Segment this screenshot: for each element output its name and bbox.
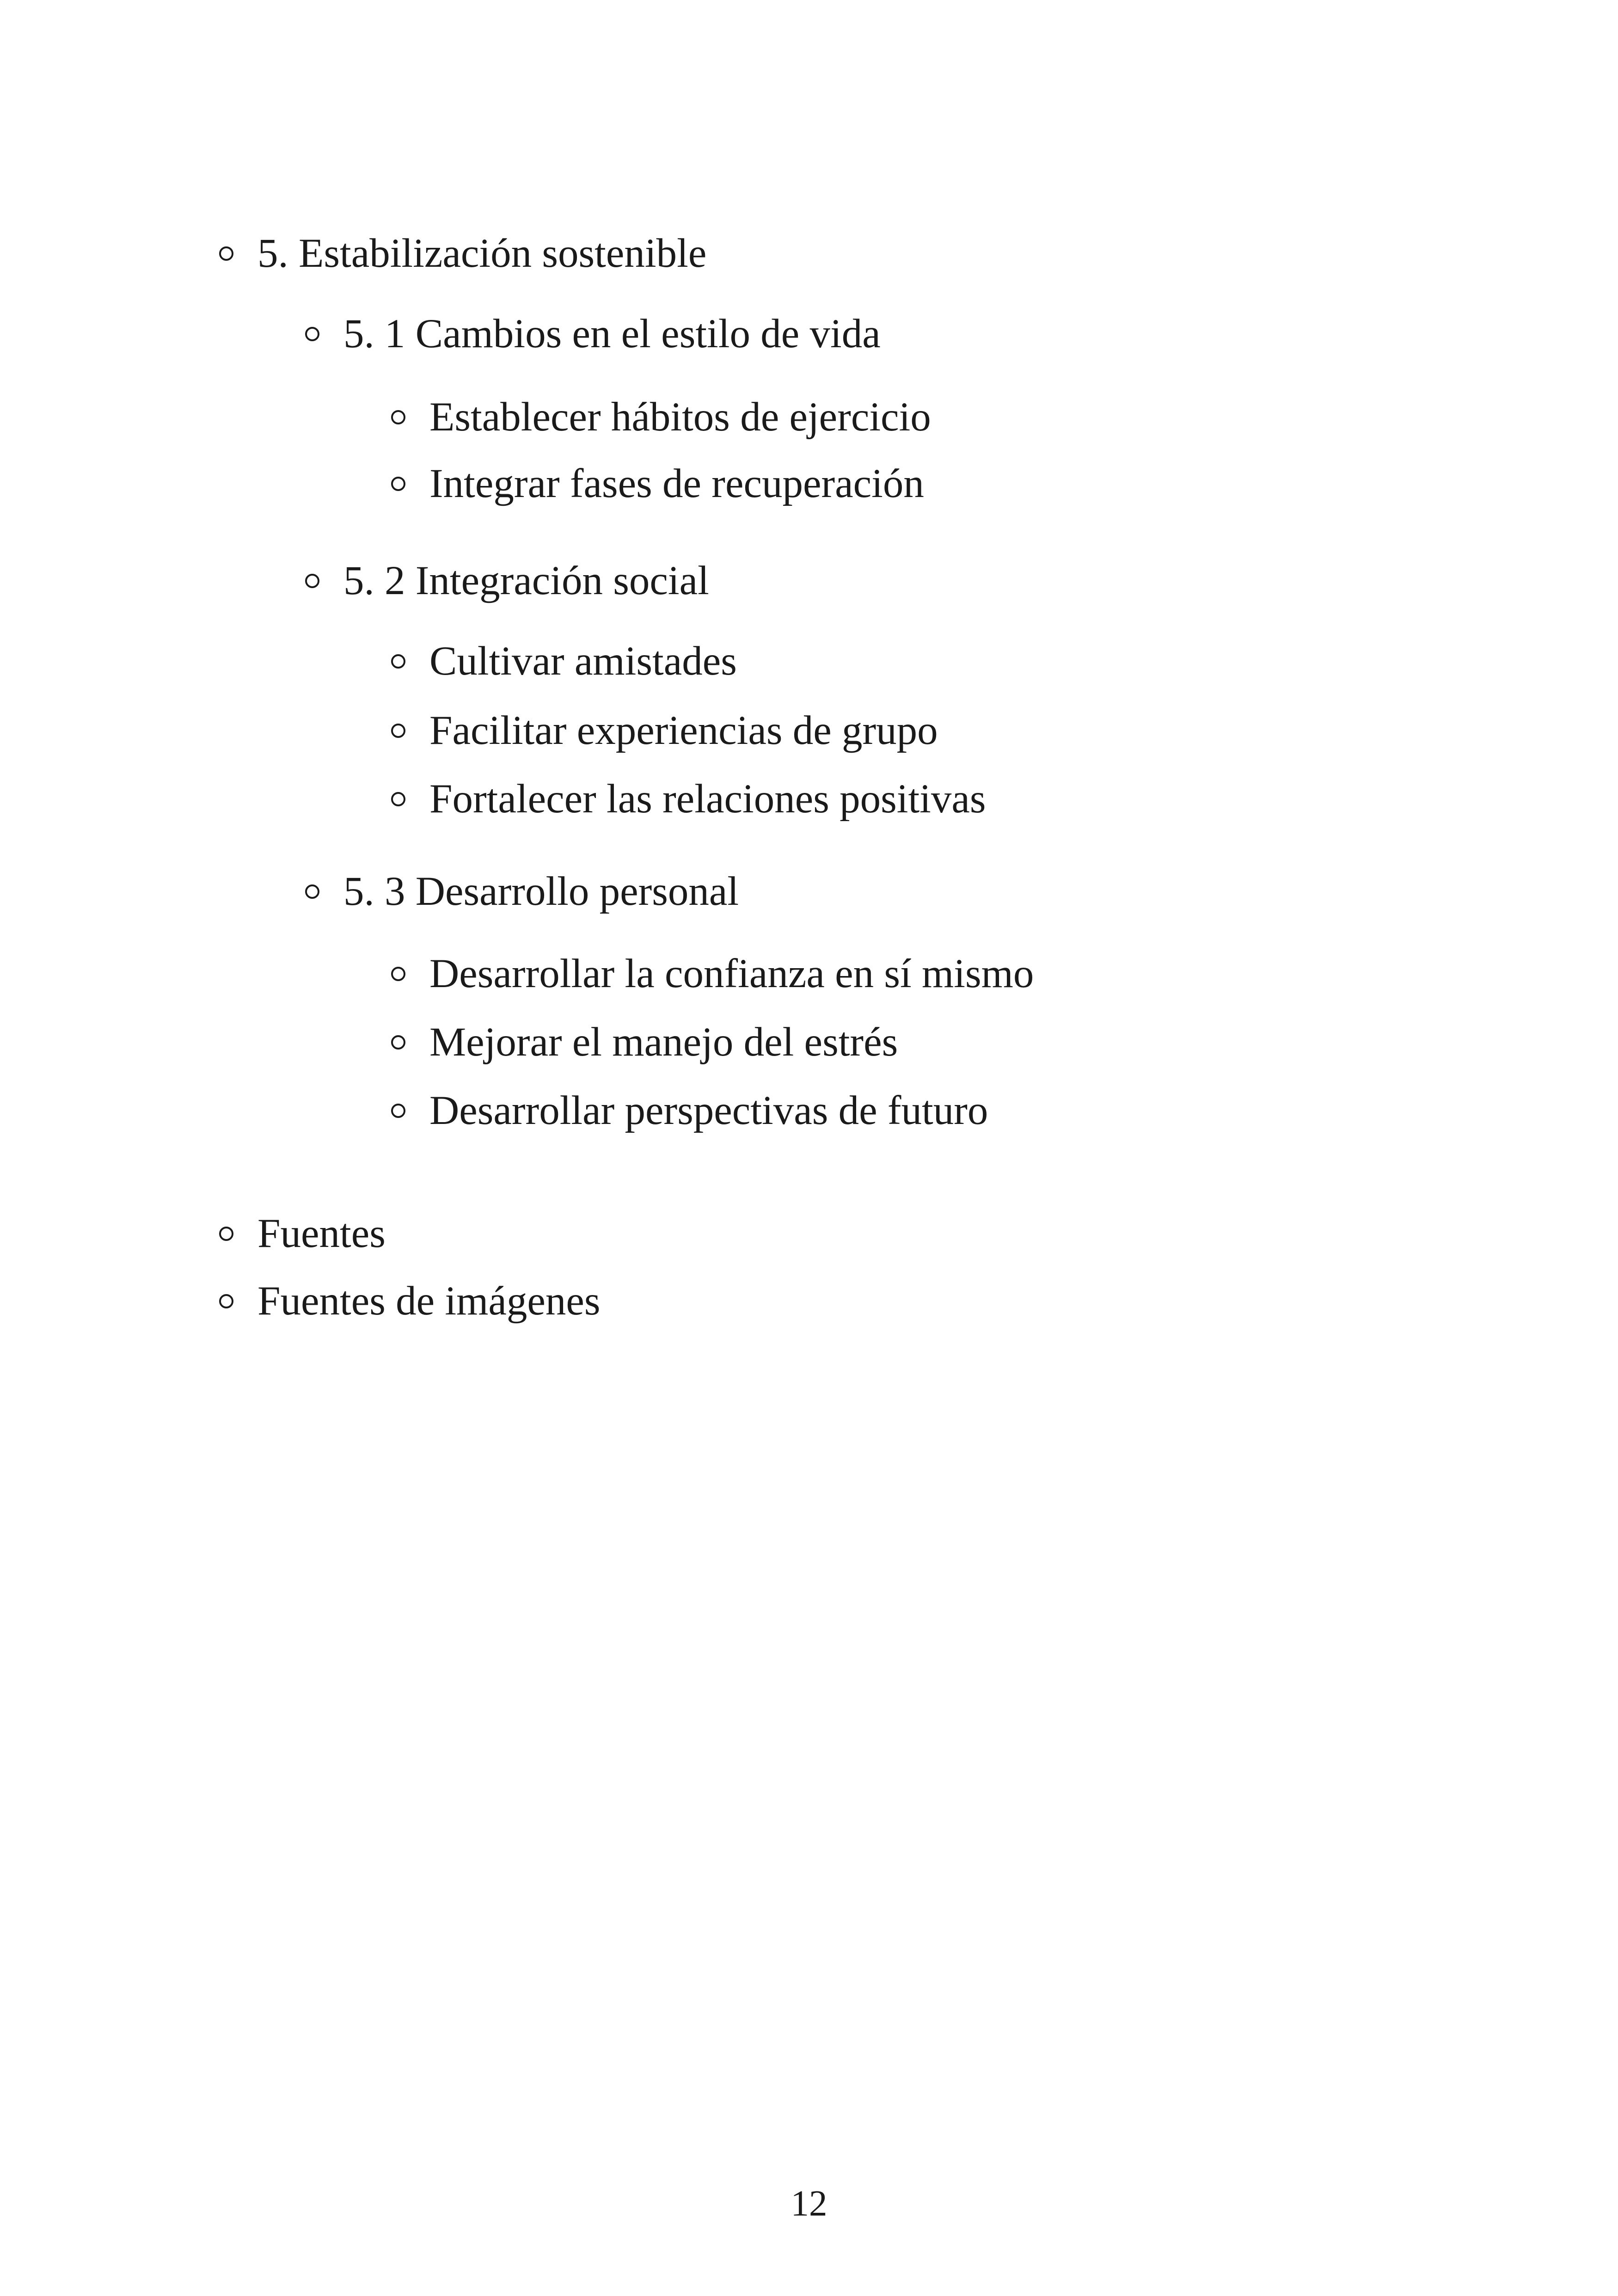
list-item-text: Facilitar experiencias de grupo <box>429 708 938 753</box>
list-item <box>391 703 938 758</box>
list-item <box>391 771 986 827</box>
list-item-text: 5. 3 Desarrollo personal <box>343 869 739 914</box>
hollow-bullet-icon <box>391 477 405 491</box>
list-item-subsection-5-2 <box>305 553 709 608</box>
list-item-image-sources <box>219 1273 600 1329</box>
hollow-bullet-icon <box>305 574 319 588</box>
hollow-bullet-icon <box>305 327 319 341</box>
list-item-subsection-5-3 <box>305 864 739 919</box>
hollow-bullet-icon <box>219 1294 233 1308</box>
list-item-text: Fuentes <box>257 1211 386 1256</box>
list-item-text: Desarrollar perspectivas de futuro <box>429 1088 988 1133</box>
list-item-text: 5. Estabilización sostenible <box>257 231 707 276</box>
list-item-text: Fortalecer las relaciones positivas <box>429 776 986 822</box>
list-item-text: Cultivar amistades <box>429 638 737 684</box>
list-item-text: Fuentes de imágenes <box>257 1278 601 1324</box>
page-number: 12 <box>791 2184 827 2224</box>
list-item-sources <box>219 1206 386 1261</box>
list-item-subsection-5-1 <box>305 306 881 362</box>
hollow-bullet-icon <box>391 792 405 806</box>
hollow-bullet-icon <box>391 410 405 424</box>
list-item <box>391 946 1034 1001</box>
list-item <box>391 633 737 689</box>
list-item-text: Desarrollar la confianza en sí mismo <box>429 951 1034 996</box>
hollow-bullet-icon <box>391 967 405 981</box>
list-item-text: 5. 2 Integración social <box>343 558 709 603</box>
hollow-bullet-icon <box>391 724 405 738</box>
hollow-bullet-icon <box>305 884 319 899</box>
hollow-bullet-icon <box>219 1227 233 1241</box>
list-item-text: Integrar fases de recuperación <box>429 461 924 506</box>
list-item-text: Mejorar el manejo del estrés <box>429 1019 898 1065</box>
list-item-section-5 <box>219 226 706 281</box>
hollow-bullet-icon <box>391 1035 405 1050</box>
list-item-text: Establecer hábitos de ejercicio <box>429 394 931 440</box>
list-item <box>391 456 924 511</box>
hollow-bullet-icon <box>219 246 233 261</box>
list-item <box>391 389 931 445</box>
hollow-bullet-icon <box>391 1104 405 1118</box>
list-item-text: 5. 1 Cambios en el estilo de vida <box>343 311 881 356</box>
list-item <box>391 1014 898 1070</box>
hollow-bullet-icon <box>391 654 405 669</box>
list-item <box>391 1083 988 1138</box>
